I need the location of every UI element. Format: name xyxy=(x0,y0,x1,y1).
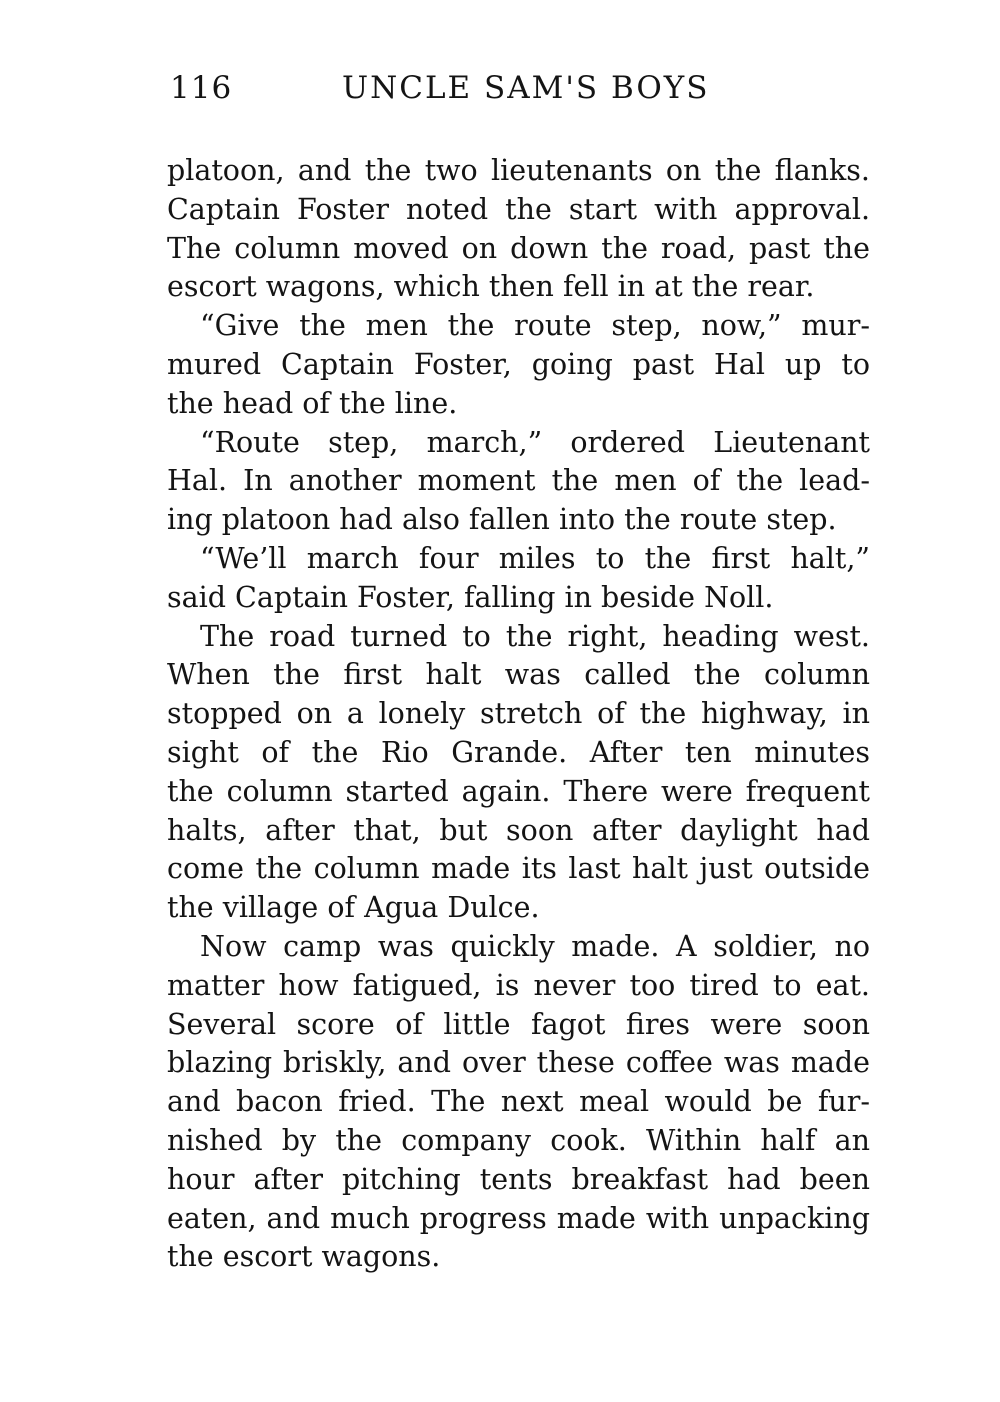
text-line: The road turned to the right, heading west. xyxy=(200,619,870,653)
text-line: Now camp was quickly made. A soldier, no xyxy=(200,929,870,963)
text-line: and bacon fried. The next meal would be fur- xyxy=(167,1085,870,1119)
text-line: Several score of little fagot fires were soon xyxy=(167,1007,870,1041)
text-line: halts, after that, but soon after daylight had xyxy=(167,813,870,847)
text-line: eaten, and much progress made with unpacking xyxy=(167,1201,870,1235)
text-line: Captain Foster noted the start with approval. xyxy=(167,192,870,226)
text-line: matter how fatigued, is never too tired to eat. xyxy=(167,968,870,1002)
text-line: the column started again. There were frequent xyxy=(167,774,870,808)
text-line: said Captain Foster, falling in beside Noll. xyxy=(167,580,774,614)
text-line: come the column made its last halt just outside xyxy=(167,852,870,886)
text-line: the village of Agua Dulce. xyxy=(167,891,540,925)
text-line: “We’ll march four miles to the first halt,” xyxy=(200,541,870,575)
text-line: ing platoon had also fallen into the route step. xyxy=(167,503,837,537)
text-line: the escort wagons. xyxy=(167,1240,441,1274)
running-head: UNCLE SAM'S BOYS xyxy=(342,70,710,106)
text-line: mured Captain Foster, going past Hal up to xyxy=(167,347,870,381)
text-line: sight of the Rio Grande. After ten minutes xyxy=(167,735,870,769)
text-line: stopped on a lonely stretch of the highway, in xyxy=(167,697,870,731)
text-line: escort wagons, which then fell in at the rear. xyxy=(167,270,815,304)
page-number: 116 xyxy=(170,70,233,106)
text-line: nished by the company cook. Within half an xyxy=(167,1123,870,1157)
text-line: “Route step, march,” ordered Lieutenant xyxy=(200,425,870,459)
text-line: The column moved on down the road, past the xyxy=(167,231,870,265)
text-line: “Give the men the route step, now,” mur- xyxy=(200,309,870,343)
body-text xyxy=(167,152,870,1277)
text-line: the head of the line. xyxy=(167,386,458,420)
text-line: hour after pitching tents breakfast had been xyxy=(167,1162,870,1196)
text-line: When the first halt was called the column xyxy=(167,658,870,692)
text-line: Hal. In another moment the men of the lead- xyxy=(167,464,870,498)
text-line: blazing briskly, and over these coffee was made xyxy=(167,1046,870,1080)
text-line: platoon, and the two lieutenants on the flanks. xyxy=(167,154,870,187)
page-header xyxy=(170,70,870,120)
